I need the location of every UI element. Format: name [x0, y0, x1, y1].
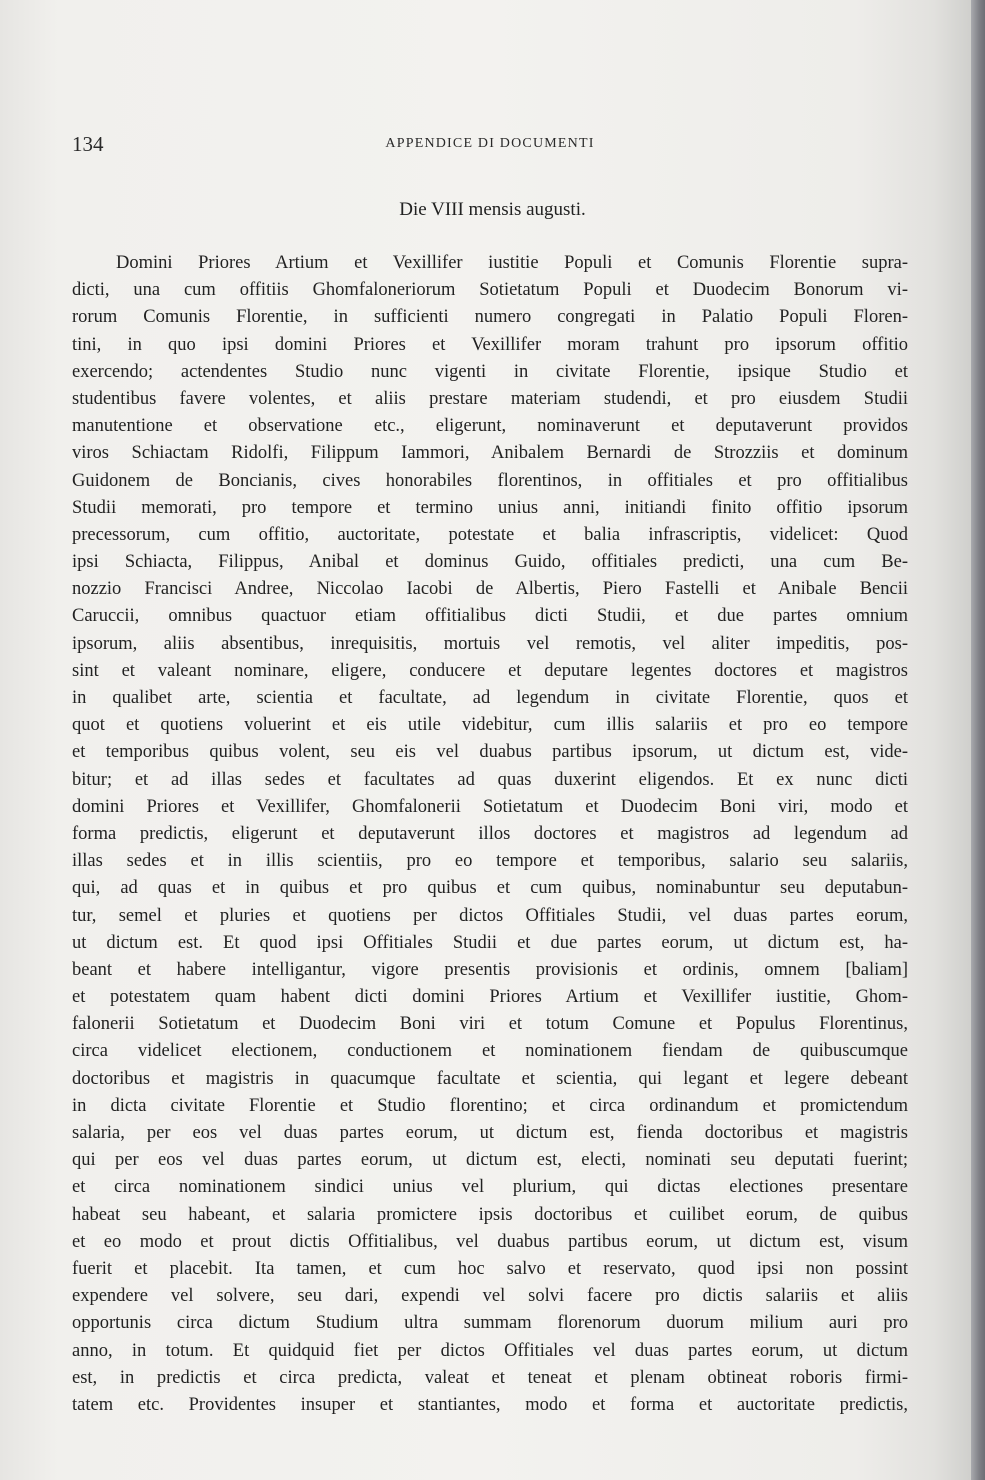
text-line: in dicta civitate Florentie et Studio florentino; et circa ordinandum et promictendum — [72, 1095, 908, 1116]
text-line: anno, in totum. Et quidquid fiet per dictos Offitiales vel duas partes eorum, ut dictum — [72, 1340, 908, 1361]
page-header — [72, 132, 908, 158]
text-line: Guidonem de Boncianis, cives honorabiles florentinos, in offitiales et pro offitialibus — [72, 470, 908, 491]
text-line: et temporibus quibus volent, seu eis vel duabus partibus ipsorum, ut dictum est, vide- — [72, 742, 908, 763]
text-line: studentibus favere volentes, et aliis prestare materiam studendi, et pro eiusdem Studii — [72, 388, 908, 409]
text-line: in qualibet arte, scientia et facultate, ad legendum in civitate Florentie, quos et — [72, 688, 908, 708]
text-line: viros Schiactam Ridolfi, Filippum Iammori, Anibalem Bernardi de Strozziis et dominum — [72, 443, 908, 464]
text-line: habeat seu habeant, et salaria promictere ipsis doctoribus et cuilibet eorum, de quibus — [72, 1204, 908, 1225]
text-line: expendere vel solvere, seu dari, expendi vel solvi facere pro dictis salariis et aliis — [72, 1286, 908, 1307]
text-line: illas sedes et in illis scientiis, pro eo tempore et temporibus, salario seu salariis, — [72, 851, 908, 872]
text-line: opportunis circa dictum Studium ultra summam florenorum duorum milium auri pro — [72, 1313, 908, 1334]
running-head: APPENDICE DI DOCUMENTI — [385, 136, 595, 151]
text-line: Caruccii, omnibus quactuor etiam offitialibus dicti Studii, et due partes omnium — [72, 606, 908, 627]
text-line: forma predictis, eligerunt et deputaverunt illos doctores et magistros ad legendum ad — [72, 823, 908, 844]
text-line: doctoribus et magistris in quacumque facultate et scientia, qui legant et legere debeant — [72, 1068, 908, 1089]
text-line: domini Priores et Vexillifer, Ghomfalonerii Sotietatum et Duodecim Boni viri, modo et — [72, 796, 908, 817]
text-line: dicti, una cum offitiis Ghomfaloneriorum Sotietatum Populi et Duodecim Bonorum vi- — [72, 280, 908, 301]
text-line: qui, ad quas et in quibus et pro quibus et cum quibus, nominabuntur seu deputabun- — [72, 878, 908, 899]
document-body — [72, 250, 908, 1419]
text-line: bitur; et ad illas sedes et facultates ad quas duxerint eligendos. Et ex nunc dicti — [72, 769, 908, 790]
text-line: beant et habere intelligantur, vigore presentis provisionis et ordinis, omnem [baliam] — [72, 959, 908, 980]
text-line: falonerii Sotietatum et Duodecim Boni viri et totum Comune et Populus Florentinus, — [72, 1014, 908, 1035]
text-line: exercendo; actendentes Studio nunc vigenti in civitate Florentie, ipsique Studio et — [72, 361, 908, 382]
text-line: salaria, per eos vel duas partes eorum, ut dictum est, fienda doctoribus et magistris — [72, 1123, 908, 1143]
text-line: nozzio Francisci Andree, Niccolao Iacobi de Albertis, Piero Fastelli et Anibale Bencii — [72, 579, 908, 600]
text-line: ut dictum est. Et quod ipsi Offitiales Studii et due partes eorum, ut dictum est, ha- — [72, 932, 908, 953]
text-line: manutentione et observatione etc., eligerunt, nominaverunt et deputaverunt providos — [72, 416, 908, 437]
text-line: tini, in quo ipsi domini Priores et Vexillifer moram trahunt pro ipsorum offitio — [72, 334, 908, 355]
text-line: et eo modo et prout dictis Offitialibus, vel duabus partibus eorum, ut dictum est, visum — [72, 1231, 908, 1252]
text-line: est, in predictis et circa predicta, valeat et teneat et plenam obtineat roboris firmi- — [72, 1367, 908, 1388]
text-line: Domini Priores Artium et Vexillifer iustitie Populi et Comunis Florentie supra- — [116, 253, 908, 273]
text-line: et circa nominationem sindici unius vel plurium, qui dictas electiones presentare — [72, 1177, 908, 1198]
text-line: sint et valeant nominare, eligere, conducere et deputare legentes doctores et magistros — [72, 660, 908, 681]
text-line: et potestatem quam habent dicti domini Priores Artium et Vexillifer iustitie, Ghom- — [72, 987, 908, 1008]
text-line: ipsorum, aliis absentibus, inrequisitis, mortuis vel remotis, vel aliter impeditis, pos- — [72, 633, 908, 654]
text-line: qui per eos vel duas partes eorum, ut dictum est, electi, nominati seu deputati fuerint; — [72, 1150, 908, 1171]
text-line: rorum Comunis Florentie, in sufficienti numero congregati in Palatio Populi Floren- — [72, 307, 908, 328]
text-line: fuerit et placebit. Ita tamen, et cum hoc salvo et reservato, quod ipsi non possint — [72, 1258, 908, 1279]
page-number: 134 — [72, 132, 104, 156]
text-line: Studii memorati, pro tempore et termino unius anni, initiandi finito offitio ipsorum — [72, 497, 908, 518]
date-heading: Die VIII mensis augusti. — [399, 199, 586, 220]
text-line: ipsi Schiacta, Filippus, Anibal et dominus Guido, offitiales predicti, una cum Be- — [72, 552, 908, 573]
text-line: precessorum, cum offitio, auctoritate, potestate et balia infrascriptis, videlicet: Quod — [72, 524, 908, 545]
text-line: circa videlicet electionem, conductionem et nominationem fiendam de quibuscumque — [72, 1041, 908, 1062]
book-edge — [971, 0, 985, 1480]
text-line: tur, semel et pluries et quotiens per dictos Offitiales Studii, vel duas partes eorum, — [72, 905, 908, 926]
text-line: tatem etc. Providentes insuper et stantiantes, modo et forma et auctoritate predictis, — [72, 1394, 908, 1415]
text-line: quot et quotiens voluerint et eis utile videbitur, cum illis salariis et pro eo tempore — [72, 715, 908, 736]
